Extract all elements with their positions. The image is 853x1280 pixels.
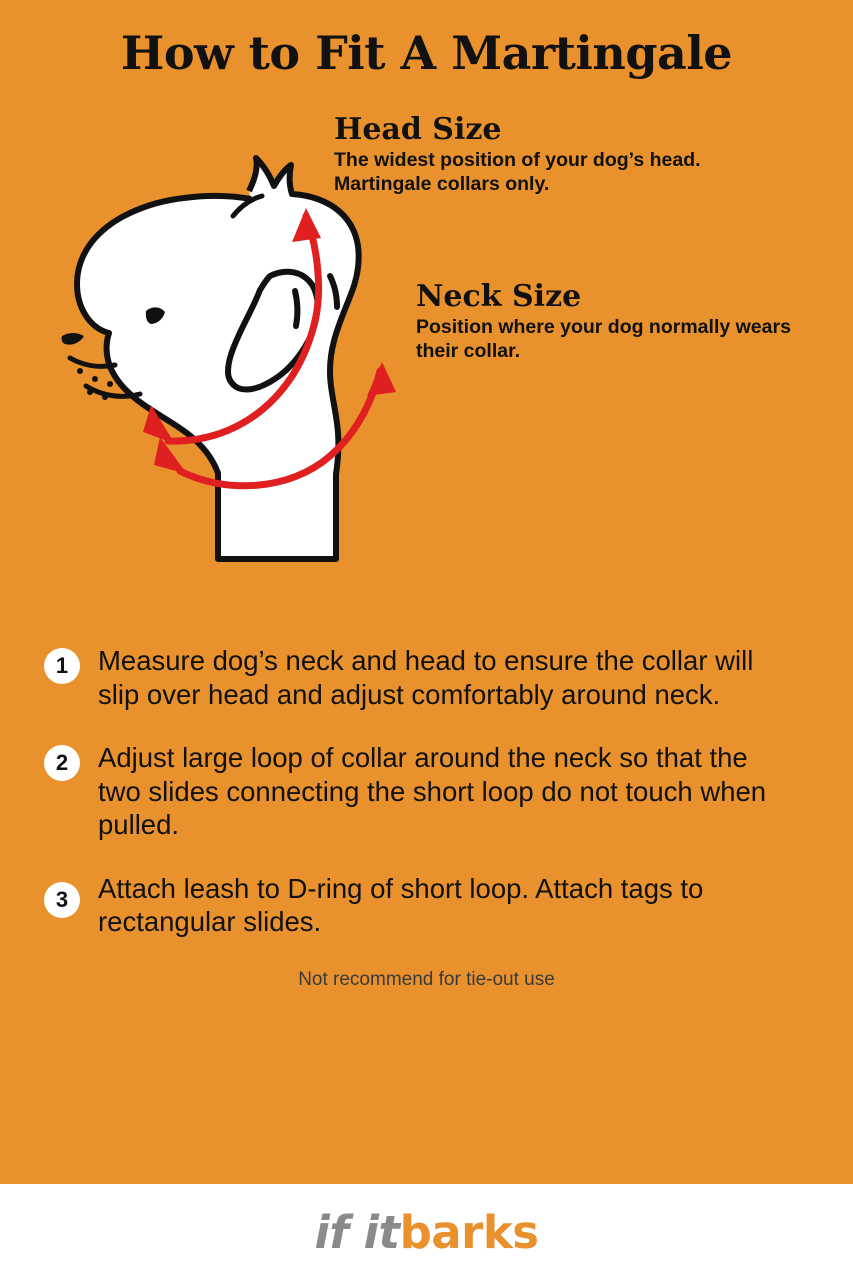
- dog-silhouette: [62, 158, 359, 559]
- dog-illustration: [0, 96, 853, 636]
- step-text: Attach leash to D-ring of short loop. Attach tags to rectangular slides.: [98, 872, 704, 938]
- step-number-badge: 2: [44, 745, 80, 781]
- brand-text-part2: barks: [399, 1205, 539, 1259]
- step-number-badge: 3: [44, 882, 80, 918]
- footnote: Not recommend for tie-out use: [298, 968, 555, 990]
- brand-logo: [314, 1206, 538, 1259]
- brand-text-part1: if it: [314, 1205, 400, 1259]
- step-text: Adjust large loop of collar around the neck so that the two slides connecting the short loop do not touch when pulled.: [98, 742, 767, 841]
- callout-head-size-body: The widest position of your dog’s head. Martingale collars only.: [334, 148, 701, 196]
- callout-neck-size: [416, 281, 816, 364]
- callout-head-size-heading: Head Size: [334, 112, 502, 147]
- step-item: [44, 644, 813, 711]
- callout-neck-size-body: Position where your dog normally wears their collar.: [416, 315, 791, 363]
- page-title: How to Fit A Martingale: [120, 26, 733, 80]
- callout-neck-size-heading: Neck Size: [416, 279, 582, 314]
- step-item: [44, 741, 813, 842]
- step-number-badge: 1: [44, 648, 80, 684]
- footer-brand-bar: [0, 1184, 853, 1280]
- callout-head-size: [334, 114, 754, 197]
- steps-list: [0, 644, 853, 939]
- step-text: Measure dog’s neck and head to ensure the collar will slip over head and adjust comfortably around neck.: [98, 645, 754, 710]
- step-item: [44, 872, 813, 939]
